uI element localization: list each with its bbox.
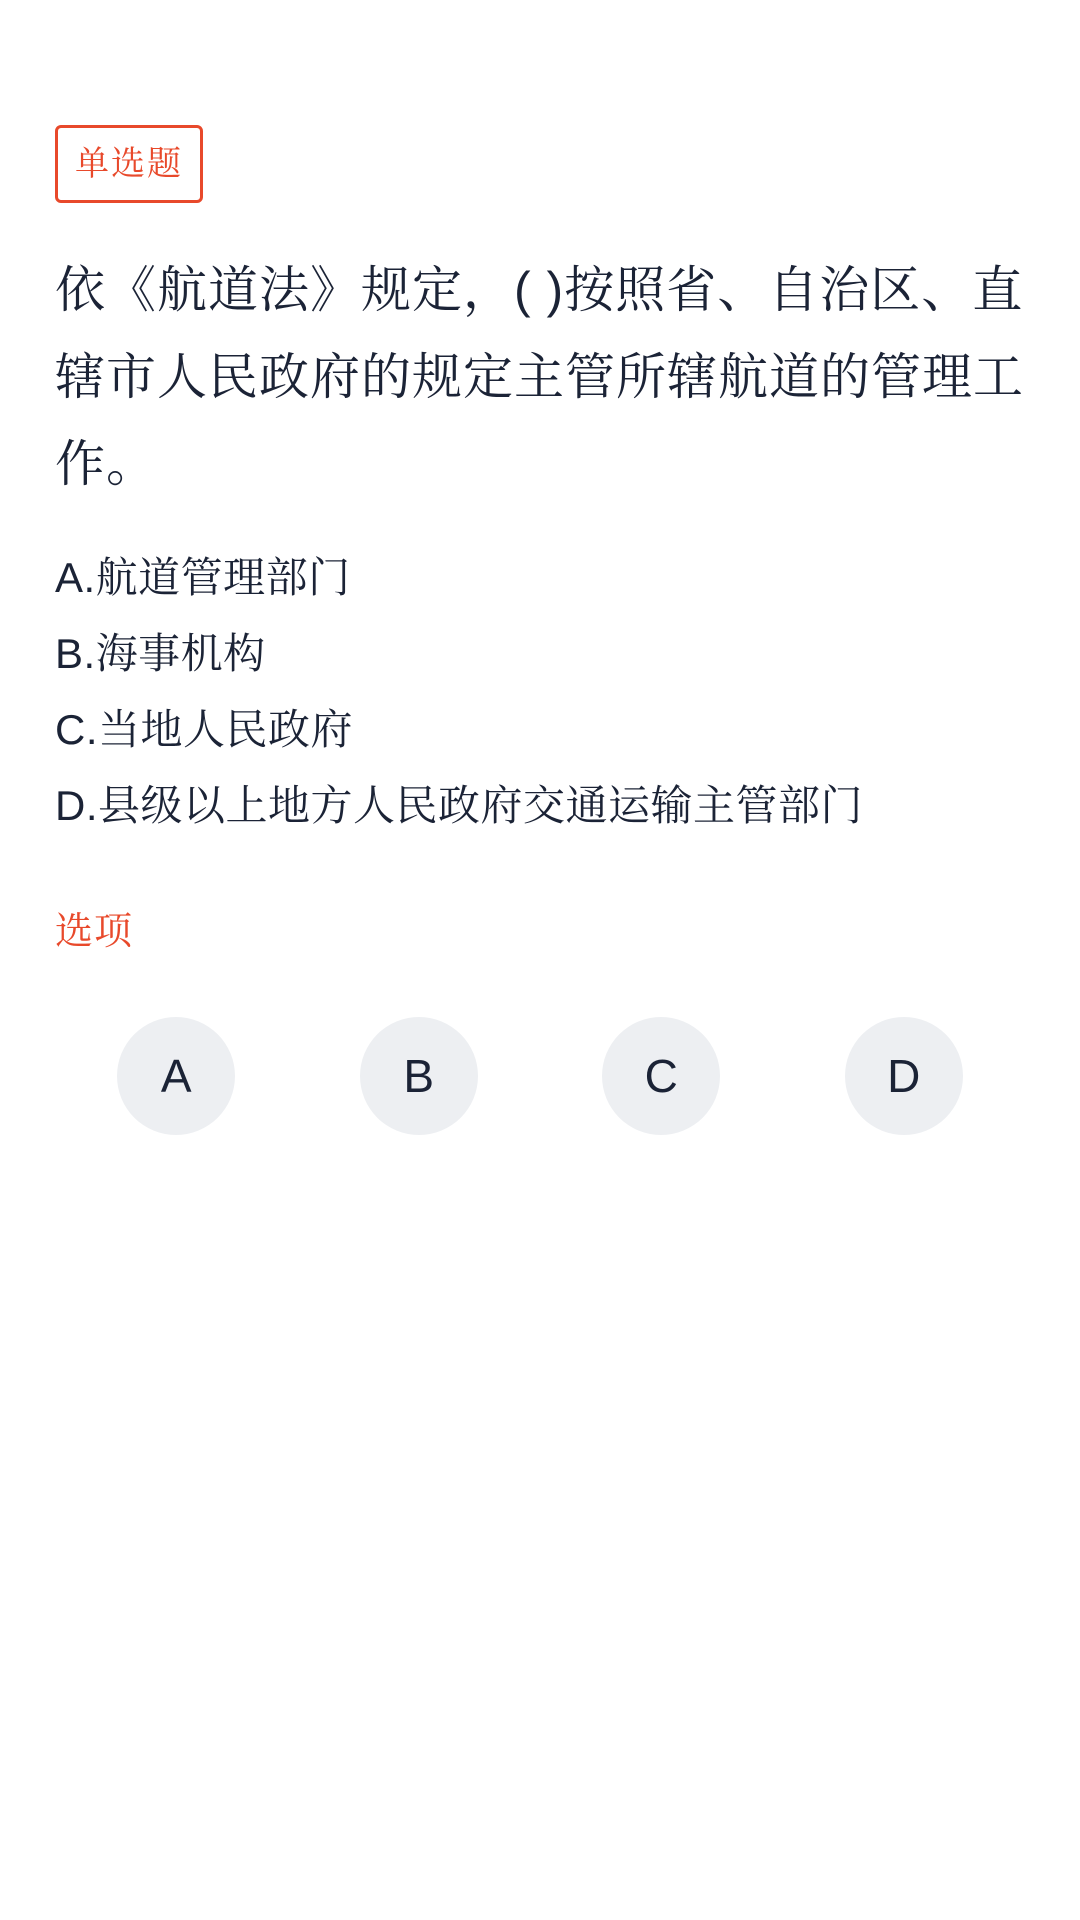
option-text-d: D.县级以上地方人民政府交通运输主管部门 <box>55 782 864 829</box>
option-text-a: A.航道管理部门 <box>55 554 351 601</box>
choice-button-d[interactable]: D <box>845 1017 963 1135</box>
question-type-badge: 单选题 <box>55 125 203 203</box>
choice-button-c[interactable]: C <box>602 1017 720 1135</box>
choice-button-b[interactable]: B <box>360 1017 478 1135</box>
answer-section-label: 选项 <box>55 911 134 953</box>
options-list <box>55 540 1025 844</box>
choice-button-a[interactable]: A <box>117 1017 235 1135</box>
answer-choices-row <box>55 1017 1025 1135</box>
question-text: 依《航道法》规定，( )按照省、自治区、直辖市人民政府的规定主管所辖航道的管理工作。 <box>55 262 1024 492</box>
option-text-c: C.当地人民政府 <box>55 706 354 753</box>
option-text-b: B.海事机构 <box>55 630 266 677</box>
